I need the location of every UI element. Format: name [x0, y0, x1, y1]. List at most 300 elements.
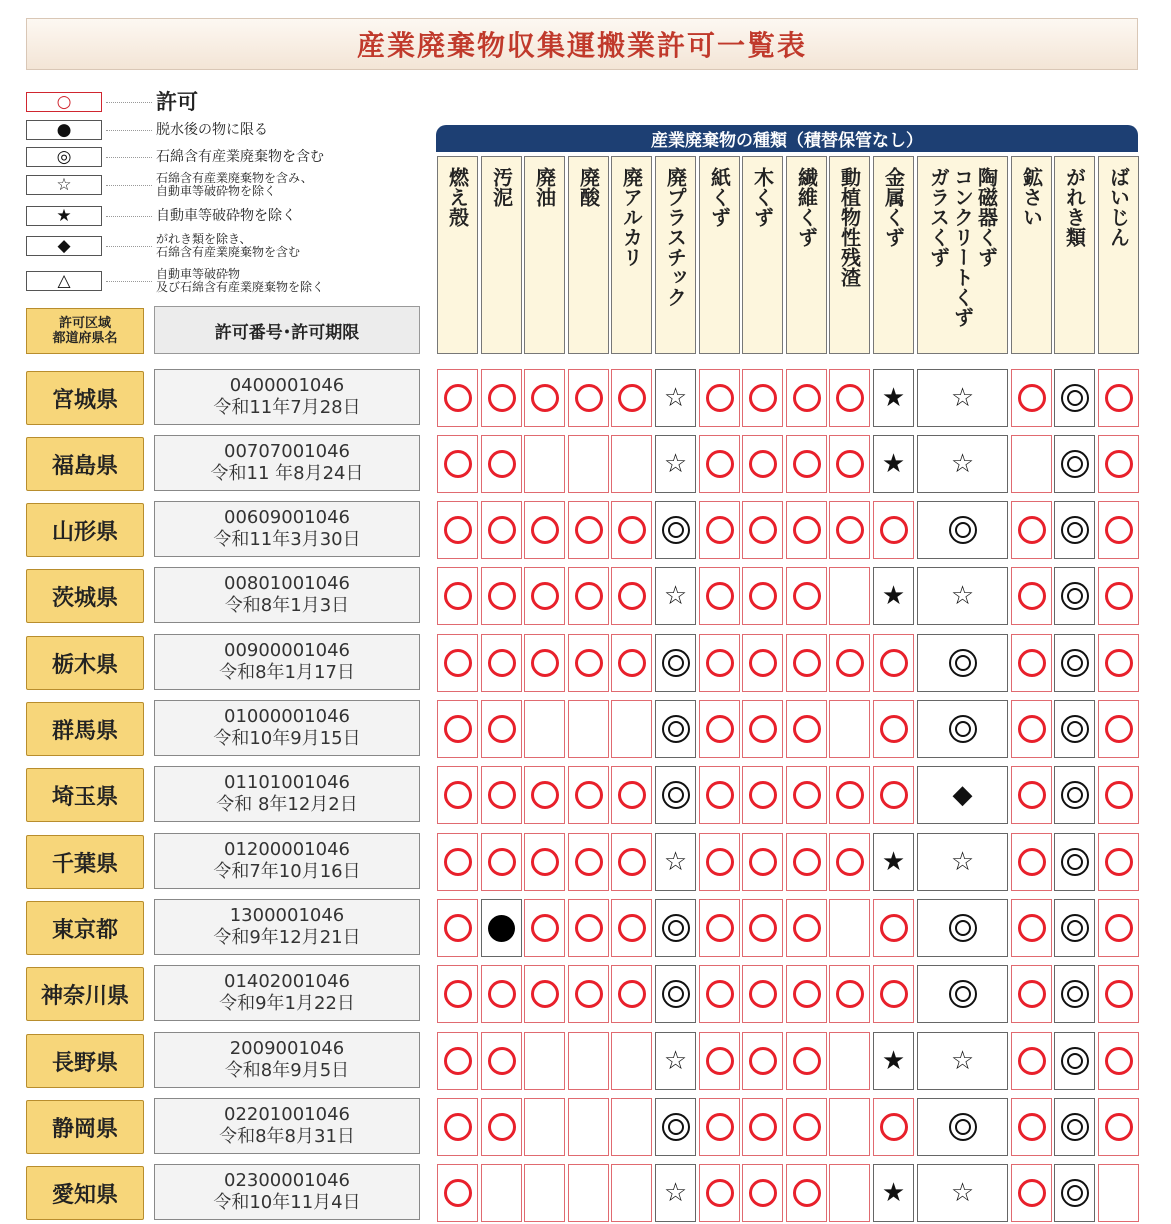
permit-cell — [524, 435, 565, 493]
permit-circle-icon — [793, 1179, 821, 1207]
permit-cell — [481, 1032, 522, 1090]
outline-star-icon: ☆ — [663, 1178, 688, 1208]
legend-description — [156, 233, 300, 259]
waste-types-banner: 産業廃棄物の種類（積替保管なし） — [436, 125, 1138, 152]
permit-circle-icon — [444, 715, 472, 743]
permit-number-cell — [154, 567, 420, 623]
double-circle-icon — [662, 1113, 690, 1141]
permit-circle-icon — [444, 848, 472, 876]
permit-circle-icon — [749, 450, 777, 478]
permit-cell — [524, 1098, 565, 1156]
permit-circle-icon — [531, 582, 559, 610]
permit-circle-icon — [793, 914, 821, 942]
permit-circle-icon — [531, 384, 559, 412]
filled-star-icon: ★ — [881, 581, 906, 611]
permit-cell — [786, 1032, 827, 1090]
waste-type-header — [742, 156, 783, 354]
double-circle-icon — [662, 781, 690, 809]
permit-cell — [1011, 1032, 1052, 1090]
permit-circle-icon — [880, 914, 908, 942]
prefecture-name: 静岡県 — [26, 1100, 144, 1154]
permit-circle-icon — [575, 980, 603, 1008]
permit-number: 00801001046 — [224, 573, 350, 594]
permit-circle-icon — [488, 582, 516, 610]
permit-circle-icon — [531, 980, 559, 1008]
permit-cell — [699, 700, 740, 758]
prefecture-name: 長野県 — [26, 1034, 144, 1088]
permit-cell — [699, 1164, 740, 1222]
permit-circle-icon — [1018, 384, 1046, 412]
permit-cell — [437, 899, 478, 957]
permit-cell — [524, 1164, 565, 1222]
permit-cell — [742, 501, 783, 559]
permit-cell — [1054, 1164, 1095, 1222]
permit-number: 01402001046 — [224, 971, 350, 992]
permit-expiry-date: 令和10年11月4日 — [213, 1192, 361, 1213]
permit-cell — [568, 700, 609, 758]
permit-cell — [1098, 899, 1139, 957]
permit-cell — [1098, 1032, 1139, 1090]
outline-star-icon: ☆ — [663, 383, 688, 413]
permit-circle-icon — [749, 715, 777, 743]
waste-type-label: 廃アルカリ — [619, 167, 644, 267]
waste-type-label: 廃油 — [532, 167, 557, 207]
permit-circle-icon — [706, 450, 734, 478]
legend-leader-line — [106, 157, 152, 158]
double-circle-icon — [1061, 516, 1089, 544]
double-circle-icon — [949, 649, 977, 677]
permit-circle-icon — [488, 384, 516, 412]
permit-circle-icon — [531, 914, 559, 942]
header-prefecture-line1: 許可区域 — [58, 316, 111, 331]
permit-circle-icon — [1018, 1179, 1046, 1207]
prefecture-name: 愛知県 — [26, 1166, 144, 1220]
permit-circle-icon — [1105, 848, 1133, 876]
permit-circle-icon — [618, 384, 646, 412]
permit-circle-icon — [836, 384, 864, 412]
permit-cell — [437, 766, 478, 824]
permit-circle-icon — [444, 980, 472, 1008]
permit-cell — [873, 369, 914, 427]
permit-expiry-date: 令和9年1月22日 — [219, 993, 355, 1014]
permit-circle-icon — [531, 781, 559, 809]
permit-expiry-date: 令和11年3月30日 — [213, 529, 361, 550]
permit-cell — [437, 501, 478, 559]
permit-cell — [611, 766, 652, 824]
permit-circle-icon — [706, 848, 734, 876]
permit-cell — [917, 899, 1008, 957]
permit-cell — [568, 501, 609, 559]
permit-cell — [481, 766, 522, 824]
page-title-bar — [26, 18, 1138, 70]
permit-cell — [742, 833, 783, 891]
permit-circle-icon — [706, 1113, 734, 1141]
permit-cell — [655, 435, 696, 493]
legend-description-line: 許可 — [156, 90, 198, 114]
permit-cell — [699, 435, 740, 493]
permit-circle-icon — [618, 848, 646, 876]
permit-cell — [611, 501, 652, 559]
waste-type-label: ガラスくず — [926, 167, 951, 267]
permit-cell — [1011, 833, 1052, 891]
permit-cell — [481, 501, 522, 559]
permit-circle-icon — [749, 649, 777, 677]
permit-cell — [1054, 435, 1095, 493]
legend-symbol: ◆ — [26, 236, 102, 256]
permit-circle-icon — [793, 1047, 821, 1075]
permit-circle-icon — [575, 384, 603, 412]
double-circle-icon — [662, 715, 690, 743]
permit-circle-icon — [618, 582, 646, 610]
permit-cell — [917, 369, 1008, 427]
permit-cell — [655, 501, 696, 559]
permit-cell — [655, 766, 696, 824]
permit-cell — [829, 567, 870, 625]
legend-description-line: 自動車等破砕物 — [156, 267, 241, 281]
double-circle-icon — [662, 649, 690, 677]
filled-star-icon: ★ — [881, 1178, 906, 1208]
waste-type-label: 金属くず — [881, 167, 906, 247]
permit-cell — [829, 1164, 870, 1222]
permit-cell — [524, 1032, 565, 1090]
permit-cell — [917, 766, 1008, 824]
permit-circle-icon — [488, 980, 516, 1008]
permit-cell — [611, 634, 652, 692]
permit-circle-icon — [1018, 582, 1046, 610]
double-circle-icon — [949, 715, 977, 743]
waste-type-header — [655, 156, 696, 354]
waste-type-header — [786, 156, 827, 354]
legend-description — [156, 150, 324, 164]
double-circle-icon — [1061, 848, 1089, 876]
permit-circle-icon — [575, 848, 603, 876]
permit-circle-icon — [749, 582, 777, 610]
permit-circle-icon — [793, 516, 821, 544]
permit-cell — [1098, 965, 1139, 1023]
permit-cell — [1011, 501, 1052, 559]
permit-cell — [742, 1164, 783, 1222]
permit-cell — [917, 1164, 1008, 1222]
double-circle-icon — [662, 914, 690, 942]
permit-circle-icon — [706, 1047, 734, 1075]
filled-star-icon: ★ — [881, 847, 906, 877]
permit-circle-icon — [749, 1113, 777, 1141]
permit-cell — [568, 567, 609, 625]
permit-cell — [1054, 899, 1095, 957]
permit-expiry-date: 令和8年1月3日 — [224, 595, 350, 616]
permit-cell — [1098, 700, 1139, 758]
waste-type-header — [611, 156, 652, 354]
legend-symbol: ◎ — [26, 147, 102, 167]
permit-circle-icon — [749, 1179, 777, 1207]
permit-cell — [1098, 766, 1139, 824]
prefecture-name: 千葉県 — [26, 835, 144, 889]
page-title: 産業廃棄物収集運搬業許可一覧表 — [356, 29, 807, 62]
permit-cell — [1054, 965, 1095, 1023]
double-circle-icon — [1061, 649, 1089, 677]
permit-circle-icon — [880, 781, 908, 809]
permit-expiry-date: 令和9年12月21日 — [213, 927, 361, 948]
legend-item — [26, 205, 296, 227]
permit-circle-icon — [1018, 1113, 1046, 1141]
permit-cell — [786, 766, 827, 824]
permit-cell — [786, 833, 827, 891]
permit-circle-icon — [706, 715, 734, 743]
outline-star-icon: ☆ — [950, 581, 975, 611]
permit-cell — [481, 899, 522, 957]
permit-circle-icon — [488, 715, 516, 743]
permit-cell — [917, 965, 1008, 1023]
double-circle-icon — [949, 1113, 977, 1141]
permit-cell — [699, 1098, 740, 1156]
legend-item — [26, 91, 198, 113]
permit-cell — [1011, 435, 1052, 493]
permit-cell — [742, 369, 783, 427]
double-circle-icon — [1061, 1047, 1089, 1075]
permit-circle-icon — [836, 649, 864, 677]
permit-cell — [611, 369, 652, 427]
legend-item — [26, 171, 313, 198]
permit-circle-icon — [618, 914, 646, 942]
permit-number-cell — [154, 634, 420, 690]
permit-circle-icon — [836, 848, 864, 876]
legend-symbol: ● — [26, 120, 102, 140]
permit-cell — [742, 567, 783, 625]
permit-cell — [437, 833, 478, 891]
waste-type-label: がれき類 — [1062, 167, 1087, 247]
permit-cell — [873, 1164, 914, 1222]
waste-type-header — [524, 156, 565, 354]
permit-cell — [1054, 1032, 1095, 1090]
permit-circle-icon — [531, 649, 559, 677]
permit-cell — [437, 1032, 478, 1090]
outline-star-icon: ☆ — [663, 847, 688, 877]
permit-circle-icon — [444, 914, 472, 942]
permit-circle-icon — [706, 980, 734, 1008]
permit-cell — [917, 634, 1008, 692]
legend-description-line: 自動車等破砕物を除く — [156, 208, 296, 224]
permit-cell — [437, 435, 478, 493]
permit-cell — [655, 369, 696, 427]
permit-cell — [568, 1164, 609, 1222]
permit-circle-icon — [1105, 1113, 1133, 1141]
permit-number: 0400001046 — [229, 375, 345, 396]
permit-circle-icon — [1105, 715, 1133, 743]
waste-type-label: 繊維くず — [794, 167, 819, 247]
permit-cell — [829, 369, 870, 427]
permit-circle-icon — [1105, 450, 1133, 478]
permit-circle-icon — [1018, 1047, 1046, 1075]
permit-circle-icon — [793, 1113, 821, 1141]
permit-circle-icon — [836, 781, 864, 809]
permit-cell — [829, 501, 870, 559]
permit-cell — [786, 501, 827, 559]
permit-cell — [1054, 833, 1095, 891]
permit-number-cell — [154, 369, 420, 425]
legend-description — [156, 268, 324, 294]
permit-cell — [481, 567, 522, 625]
permit-circle-icon — [444, 384, 472, 412]
permit-cell — [917, 700, 1008, 758]
prefecture-name: 埼玉県 — [26, 768, 144, 822]
permit-circle-icon — [793, 384, 821, 412]
permit-cell — [1011, 965, 1052, 1023]
waste-type-header — [917, 156, 1008, 354]
permit-cell — [524, 899, 565, 957]
permit-circle-icon — [618, 649, 646, 677]
waste-type-label: 廃酸 — [576, 167, 601, 207]
double-circle-icon — [949, 516, 977, 544]
permit-expiry-date: 令和11 年8月24日 — [210, 463, 364, 484]
permit-circle-icon — [793, 450, 821, 478]
permit-circle-icon — [1018, 781, 1046, 809]
permit-cell — [873, 766, 914, 824]
permit-cell — [611, 1164, 652, 1222]
permit-number: 00900001046 — [224, 640, 350, 661]
double-circle-icon — [662, 980, 690, 1008]
permit-circle-icon — [749, 781, 777, 809]
permit-cell — [568, 634, 609, 692]
permit-cell — [655, 634, 696, 692]
permit-circle-icon — [575, 649, 603, 677]
permit-cell — [568, 833, 609, 891]
legend-description — [156, 123, 268, 137]
permit-circle-icon — [836, 516, 864, 544]
waste-type-label: 燃え殻 — [445, 167, 470, 227]
permit-cell — [524, 833, 565, 891]
permit-circle-icon — [575, 781, 603, 809]
permit-cell — [524, 965, 565, 1023]
permit-cell — [786, 1164, 827, 1222]
prefecture-name: 宮城県 — [26, 371, 144, 425]
permit-number: 01200001046 — [224, 839, 350, 860]
permit-cell — [481, 634, 522, 692]
filled-star-icon: ★ — [881, 383, 906, 413]
legend-leader-line — [106, 246, 152, 247]
waste-type-label: 汚泥 — [489, 167, 514, 207]
waste-type-header — [1054, 156, 1095, 354]
permit-circle-icon — [488, 649, 516, 677]
legend-description-line: 及び石綿含有産業廃棄物を除く — [156, 280, 325, 294]
permit-cell — [873, 700, 914, 758]
permit-circle-icon — [706, 516, 734, 544]
permit-circle-icon — [880, 516, 908, 544]
legend-item — [26, 119, 268, 141]
permit-cell — [699, 899, 740, 957]
permit-cell — [524, 634, 565, 692]
permit-cell — [481, 369, 522, 427]
legend-description — [156, 172, 313, 198]
permit-cell — [786, 1098, 827, 1156]
legend-description-line: がれき類を除き、 — [156, 232, 252, 246]
permit-cell — [873, 501, 914, 559]
permit-cell — [917, 567, 1008, 625]
permit-expiry-date: 令和8年8月31日 — [219, 1126, 355, 1147]
permit-cell — [524, 766, 565, 824]
permit-cell — [829, 1032, 870, 1090]
permit-cell — [611, 1098, 652, 1156]
prefecture-name: 福島県 — [26, 437, 144, 491]
legend-description — [156, 90, 198, 114]
permit-circle-icon — [793, 715, 821, 743]
permit-circle-icon — [793, 980, 821, 1008]
permit-circle-icon — [1105, 582, 1133, 610]
double-circle-icon — [1061, 715, 1089, 743]
permit-cell — [524, 369, 565, 427]
permit-circle-icon — [488, 516, 516, 544]
filled-star-icon: ★ — [881, 449, 906, 479]
permit-circle-icon — [575, 914, 603, 942]
diamond-icon: ◆ — [952, 780, 973, 810]
permit-circle-icon — [706, 384, 734, 412]
permit-number: 00609001046 — [224, 507, 350, 528]
permit-circle-icon — [444, 781, 472, 809]
permit-cell — [481, 435, 522, 493]
permit-cell — [568, 899, 609, 957]
permit-number-cell — [154, 435, 420, 491]
permit-circle-icon — [793, 781, 821, 809]
double-circle-icon — [1061, 1113, 1089, 1141]
permit-circle-icon — [575, 516, 603, 544]
permit-cell — [524, 567, 565, 625]
permit-cell — [1054, 369, 1095, 427]
permit-cell — [742, 700, 783, 758]
permit-cell — [829, 1098, 870, 1156]
permit-circle-icon — [749, 516, 777, 544]
outline-star-icon: ☆ — [950, 1046, 975, 1076]
permit-cell — [524, 501, 565, 559]
permit-cell — [655, 1098, 696, 1156]
permit-cell — [742, 634, 783, 692]
permit-cell — [1098, 1164, 1139, 1222]
legend-leader-line — [106, 216, 152, 217]
permit-circle-icon — [1018, 516, 1046, 544]
permit-cell — [568, 1098, 609, 1156]
permit-number-cell — [154, 766, 420, 822]
double-circle-icon — [949, 914, 977, 942]
permit-circle-icon — [880, 715, 908, 743]
double-circle-icon — [1061, 582, 1089, 610]
waste-type-label: 鉱さい — [1019, 167, 1044, 227]
permit-cell — [829, 899, 870, 957]
permit-number: 02300001046 — [224, 1170, 350, 1191]
permit-cell — [1011, 634, 1052, 692]
double-circle-icon — [1061, 384, 1089, 412]
permit-cell — [1011, 766, 1052, 824]
waste-type-header — [1011, 156, 1052, 354]
permit-cell — [873, 435, 914, 493]
permit-cell — [481, 965, 522, 1023]
permit-cell — [481, 1164, 522, 1222]
waste-type-label: 廃プラスチック — [663, 167, 688, 307]
permit-cell — [655, 700, 696, 758]
permit-circle-icon — [1105, 649, 1133, 677]
permit-circle-icon — [1105, 1047, 1133, 1075]
permit-circle-icon — [749, 848, 777, 876]
legend-description-line: 自動車等破砕物を除く — [156, 184, 277, 198]
permit-cell — [873, 567, 914, 625]
permit-circle-icon — [1018, 914, 1046, 942]
permit-cell — [917, 501, 1008, 559]
permit-number-cell — [154, 700, 420, 756]
legend-leader-line — [106, 102, 152, 103]
double-circle-icon — [1061, 914, 1089, 942]
prefecture-name: 群馬県 — [26, 702, 144, 756]
permit-cell — [1054, 700, 1095, 758]
permit-circle-icon — [1018, 715, 1046, 743]
permit-cell — [1011, 567, 1052, 625]
permit-number-cell — [154, 501, 420, 557]
